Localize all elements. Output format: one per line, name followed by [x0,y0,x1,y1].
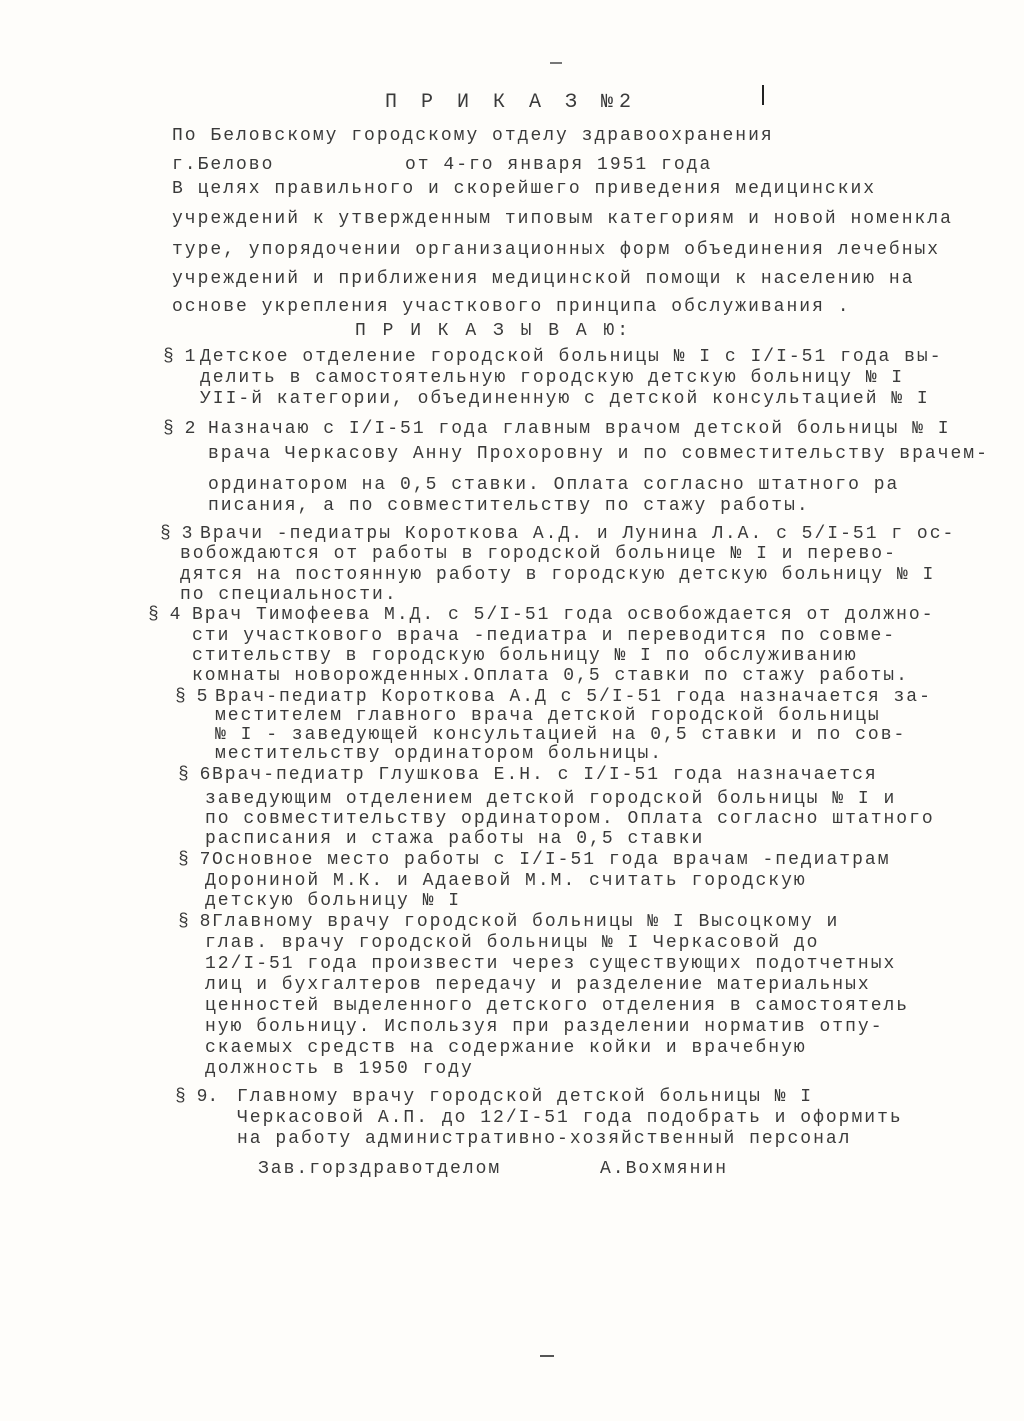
order-heading: П Р И К А З Ы В А Ю: [355,321,632,341]
section-line: ординатором на 0,5 ставки. Оплата согласно штатного ра [208,475,900,495]
section-line: Назначаю с I/I-51 года главным врачом детской больницы № I [208,419,951,439]
section-line: местительству ординатором больницы. [215,744,664,764]
section-number: § 9. [175,1087,219,1107]
section-line: Врач-педиатр Глушкова Е.Н. с I/I-51 года назначается [212,765,878,785]
pen-mark [540,1355,554,1357]
section-line: глав. врачу городской больницы № I Черкасовой до [205,933,820,953]
section-line: УII-й категории, объединенную с детской консультацией № I [200,389,930,409]
section-line: расписания и стажа работы на 0,5 ставки [205,829,705,849]
section-line: стительству в городскую больницу № I по обслуживанию [192,646,858,666]
section-line: Детское отделение городской больницы № I с I/I-51 года вы- [200,347,943,367]
preamble-line: В целях правильного и скорейшего приведения медицинских [172,179,877,199]
section-line: Врачи -педиатры Короткова А.Д. и Лунина Л.А. с 5/I-51 г ос- [200,524,956,544]
signature-name: А.Вохмянин [600,1159,729,1179]
section-number: § 8 [178,912,211,932]
section-line: Главному врачу городской больницы № I Высоцкому и [212,912,840,932]
pen-mark [762,85,764,105]
section-line: детскую больницу № I [205,891,462,911]
section-line: № I - заведующей консультацией на 0,5 ставки и по сов- [215,725,907,745]
section-line: по совместительству ординатором. Оплата согласно штатного [205,809,935,829]
city: г.Белово [172,155,275,175]
section-line: скаемых средств на содержание койки и врачебную [205,1038,807,1058]
section-number: § 7 [178,850,211,870]
section-line: заведующим отделением детской городской больницы № I и [205,789,897,809]
section-line: дятся на постоянную работу в городскую детскую больницу № I [180,565,936,585]
section-line: писания, а по совместительству по стажу работы. [208,496,810,516]
section-line: на работу административно-хозяйственный персонал [237,1129,852,1149]
section-line: 12/I-51 года произвести через существующих подотчетных [205,954,897,974]
section-line: Главному врачу городской детской больницы № I [237,1087,814,1107]
preamble-line: учреждений и приближения медицинской помощи к населению на [172,269,915,289]
section-line: местителем главного врача детской городской больницы [215,706,881,726]
section-number: § 4 [148,605,181,625]
preamble-line: учреждений к утвержденным типовым категориям и новой номенкла [172,209,953,229]
section-line: ную больницу. Используя при разделении норматив отпу- [205,1017,884,1037]
section-line: лиц и бухгалтеров передачу и разделение материальных [205,975,871,995]
section-line: сти участкового врача -педиатра и переводится по совме- [192,626,897,646]
section-line: врача Черкасову Анну Прохоровну и по совместительству врачем- [208,444,989,464]
section-number: § 3 [160,524,193,544]
section-line: делить в самостоятельную городскую детскую больницу № I [200,368,905,388]
section-number: § 1 [163,347,196,367]
document-title: П Р И К А З №2 [385,91,638,114]
section-number: § 6 [178,765,211,785]
section-line: вобождаются от работы в городской больнице № I и перево- [180,544,897,564]
section-line: Врач-педиатр Короткова А.Д с 5/I-51 года назначается за- [215,687,932,707]
pen-mark [550,62,562,64]
section-line: ценностей выделенного детского отделения в самостоятель [205,996,910,1016]
document-date: от 4-го января 1951 года [405,155,713,175]
section-line: по специальности. [180,585,398,605]
section-line: комнаты новорожденных.Оплата 0,5 ставки по стажу работы. [192,666,909,686]
section-line: Дорониной М.К. и Адаевой М.М. считать городскую [205,871,807,891]
section-line: Врач Тимофеева М.Д. с 5/I-51 года освобождается от должно- [192,605,935,625]
section-number: § 2 [163,419,196,439]
department-line: По Беловскому городскому отделу здравоохранения [172,126,774,146]
section-line: Основное место работы с I/I-51 года врачам -педиатрам [212,850,891,870]
section-line: должность в 1950 году [205,1059,474,1079]
section-line: Черкасовой А.П. до 12/I-51 года подобрать и оформить [237,1108,903,1128]
preamble-line: основе укрепления участкового принципа обслуживания . [172,297,851,317]
signature-position: Зав.горздравотделом [258,1159,502,1179]
preamble-line: туре, упорядочении организационных форм объединения лечебных [172,240,941,260]
section-number: § 5 [175,687,208,707]
